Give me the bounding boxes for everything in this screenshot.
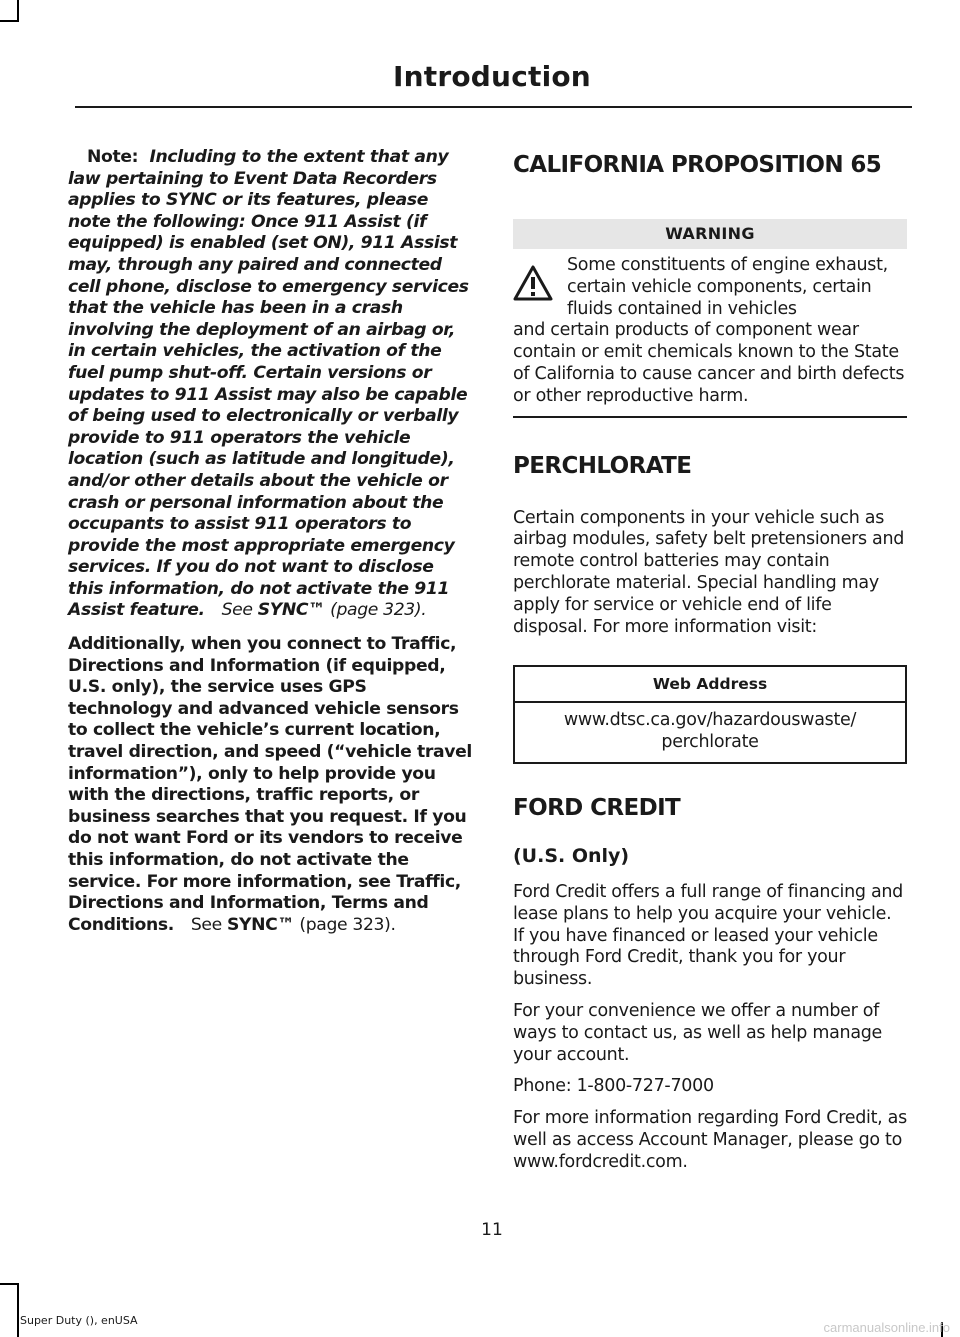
page-number: 11 xyxy=(481,1220,503,1240)
prop65-heading: CALIFORNIA PROPOSITION 65 xyxy=(513,152,882,178)
web-table-value[interactable]: www.dtsc.ca.gov/hazardouswaste/ perchlorate xyxy=(563,710,857,753)
footer-text: Super Duty (), enUSA xyxy=(20,1314,138,1327)
ford-credit-paragraph-1: Ford Credit offers a full range of financing and lease plans to help you acquire your vehicle. If you have financed or leased your vehicle through Ford Credit, thank you for your business. xyxy=(513,881,903,990)
note-ref-page: (page 323). xyxy=(330,600,427,621)
web-table-header: Web Address xyxy=(515,667,905,703)
ford-credit-paragraph-3: For more information regarding Ford Credit, as well as access Account Manager, please go to www.fordcredit.com. xyxy=(513,1108,907,1172)
ford-credit-heading: FORD CREDIT xyxy=(513,794,681,821)
note-body: Including to the extent that any law pertaining to Event Data Recorders applies to SYNC or its features, please note the following: Once 911 Assist (if equipped) is enabled (set ON), 911 Assist may, through any paired and connected cell phone, disclose to emergency services that the vehicle has been in a crash involving the deployment of an airbag or, in certain vehicles, the activation of the fuel pump shut-off. Certain versions or updates to 911 Assist may also be capable of being used to electronically or verbally provide to 911 operators the vehicle location (such as latitude and longitude), and/or other details about the vehicle or crash or personal information about the occupants to assist 911 operators to provide the most appropriate emergency services. If you do not want to disclose this information, do not activate the 911 Assist feature. xyxy=(68,147,469,621)
warning-text-indented: Some constituents of engine exhaust, certain vehicle components, certain fluids contained in vehicles xyxy=(567,255,888,319)
warning-header: WARNING xyxy=(513,219,907,249)
page-title: Introduction xyxy=(393,60,591,93)
web-address-table xyxy=(513,665,907,764)
crop-mark-top-left-h xyxy=(0,20,19,22)
perchlorate-heading: PERCHLORATE xyxy=(513,452,692,479)
left-column xyxy=(68,147,474,936)
warning-text-rest: and certain products of component wear contain or emit chemicals known to the State of California to cause cancer and birth defects or other reproductive harm. xyxy=(513,320,905,406)
traffic-ref-page: (page 323). xyxy=(299,914,396,935)
note-see: See xyxy=(221,600,253,621)
crop-mark-bottom-left xyxy=(17,1283,19,1337)
warning-triangle-icon xyxy=(513,265,553,301)
traffic-reference[interactable] xyxy=(191,915,396,935)
us-only-heading: (U.S. Only) xyxy=(513,844,630,867)
crop-mark-bottom-left-h xyxy=(0,1283,19,1285)
note-paragraph xyxy=(68,147,474,622)
note-ref-title: SYNC™ xyxy=(257,600,325,621)
perchlorate-text: Certain components in your vehicle such as airbag modules, safety belt pretensioners and remote control batteries may contain perchlorate material. Special handling may apply for service or vehicle end of life disposal. For more information visit: xyxy=(513,507,905,637)
watermark: carmanualsonline.info xyxy=(823,1320,950,1335)
traffic-ref-title: SYNC™ xyxy=(226,914,295,935)
warning-body xyxy=(513,255,907,408)
ford-credit-paragraph-2: For your convenience we offer a number of ways to contact us, as well as help manage your account. xyxy=(513,1000,883,1065)
warning-rule xyxy=(513,416,907,418)
right-column xyxy=(513,147,907,1174)
traffic-body: Additionally, when you connect to Traffic, Directions and Information (if equipped, U.S. only), the service uses GPS technology and advanced vehicle sensors to collect the vehicle’s current location, travel direction, and speed (“vehicle travel information”), only to help provide you with the directions, traffic reports, or business searches that you request. If you do not want Ford or its vendors to receive this information, do not activate the service. For more information, see Traffic, Directions and Information, Terms and Conditions. xyxy=(68,634,472,935)
traffic-see: See xyxy=(190,914,222,935)
traffic-paragraph xyxy=(68,634,474,936)
note-label: Note: xyxy=(87,147,139,167)
header-rule xyxy=(75,106,912,108)
ford-credit-phone: Phone: 1-800-727-7000 xyxy=(513,1076,714,1097)
note-reference[interactable] xyxy=(222,600,427,620)
crop-mark-top-left xyxy=(17,0,19,22)
